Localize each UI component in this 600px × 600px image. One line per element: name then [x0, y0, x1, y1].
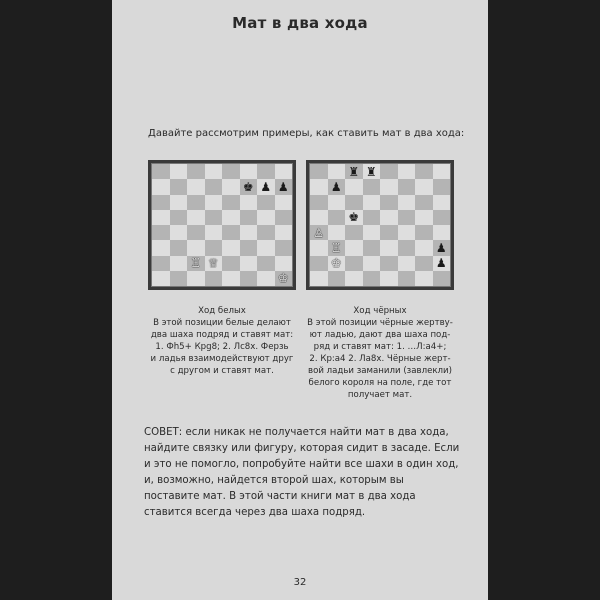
square-e5: [380, 210, 398, 225]
square-f2: [240, 256, 258, 271]
square-a1: [310, 271, 328, 286]
square-a5: [310, 210, 328, 225]
square-d2: [205, 256, 223, 271]
square-c3: [345, 240, 363, 255]
white-piece-h1: ♔: [277, 271, 289, 286]
chess-diagram-2: [306, 160, 454, 290]
square-b7: [170, 179, 188, 194]
caption-line: с другом и ставят мат.: [170, 366, 274, 376]
square-e1: [380, 271, 398, 286]
caption-line: ют ладью, дают два шаха под-: [309, 330, 451, 340]
square-g8: [415, 164, 433, 179]
chessboard-2: [310, 164, 450, 286]
square-d7: [363, 179, 381, 194]
square-g1: [257, 271, 275, 286]
square-d3: [363, 240, 381, 255]
square-e1: [222, 271, 240, 286]
square-h8: [433, 164, 451, 179]
square-c2: [345, 256, 363, 271]
square-h5: [433, 210, 451, 225]
square-h1: [433, 271, 451, 286]
square-f3: [240, 240, 258, 255]
square-b4: [170, 225, 188, 240]
square-b6: [170, 195, 188, 210]
square-a4: [152, 225, 170, 240]
square-d5: [363, 210, 381, 225]
square-f4: [398, 225, 416, 240]
square-a6: [152, 195, 170, 210]
square-e7: [222, 179, 240, 194]
square-b7: [328, 179, 346, 194]
square-a3: [310, 240, 328, 255]
square-h6: [275, 195, 293, 210]
square-e6: [380, 195, 398, 210]
chessboard-1: [152, 164, 292, 286]
square-c1: [345, 271, 363, 286]
square-h3: [275, 240, 293, 255]
square-c1: [187, 271, 205, 286]
caption-line: ряд и ставят мат: 1. …Л:а4+;: [313, 342, 447, 352]
caption-line: В этой позиции белые делают: [153, 318, 291, 328]
square-c8: [345, 164, 363, 179]
caption-line: получает мат.: [347, 390, 413, 400]
caption-2: [300, 305, 460, 401]
square-b4: [328, 225, 346, 240]
square-b1: [328, 271, 346, 286]
square-c7: [345, 179, 363, 194]
square-h1: [275, 271, 293, 286]
square-h7: [275, 179, 293, 194]
square-b6: [328, 195, 346, 210]
square-a3: [152, 240, 170, 255]
square-g8: [257, 164, 275, 179]
square-b3: [328, 240, 346, 255]
square-c5: [345, 210, 363, 225]
square-h6: [433, 195, 451, 210]
square-e3: [380, 240, 398, 255]
square-d4: [205, 225, 223, 240]
square-e4: [380, 225, 398, 240]
square-c6: [187, 195, 205, 210]
square-g5: [257, 210, 275, 225]
square-e8: [380, 164, 398, 179]
caption-1: [138, 305, 306, 377]
square-a2: [152, 256, 170, 271]
square-c2: [187, 256, 205, 271]
square-d8: [363, 164, 381, 179]
square-f8: [398, 164, 416, 179]
square-e5: [222, 210, 240, 225]
square-g4: [257, 225, 275, 240]
square-g3: [415, 240, 433, 255]
white-piece-c2: ♖: [190, 256, 202, 271]
square-f6: [398, 195, 416, 210]
square-d1: [205, 271, 223, 286]
square-h5: [275, 210, 293, 225]
square-g3: [257, 240, 275, 255]
square-b3: [170, 240, 188, 255]
square-a4: [310, 225, 328, 240]
square-d6: [205, 195, 223, 210]
white-piece-a4: ♙: [313, 225, 325, 240]
square-g5: [415, 210, 433, 225]
square-c8: [187, 164, 205, 179]
caption-line: и ладья взаимодействуют друг: [150, 354, 294, 364]
square-h8: [275, 164, 293, 179]
white-piece-d2: ♕: [207, 256, 219, 271]
square-g7: [415, 179, 433, 194]
caption-line: 1. Фh5+ Крg8; 2. Лс8х. Ферзь: [155, 342, 289, 352]
square-a8: [152, 164, 170, 179]
square-d8: [205, 164, 223, 179]
square-g6: [257, 195, 275, 210]
square-c5: [187, 210, 205, 225]
intro-text: Давайте рассмотрим примеры, как ставить мат в два хода:: [148, 128, 465, 139]
caption-line: Ход белых: [198, 306, 246, 316]
square-g2: [257, 256, 275, 271]
square-a6: [310, 195, 328, 210]
square-c4: [345, 225, 363, 240]
black-piece-h3: ♟: [435, 240, 447, 255]
square-e8: [222, 164, 240, 179]
square-d4: [363, 225, 381, 240]
square-d5: [205, 210, 223, 225]
square-e6: [222, 195, 240, 210]
square-e7: [380, 179, 398, 194]
book-page: [112, 0, 488, 600]
black-piece-d8: ♜: [365, 164, 377, 179]
square-e4: [222, 225, 240, 240]
square-g2: [415, 256, 433, 271]
square-d2: [363, 256, 381, 271]
square-c6: [345, 195, 363, 210]
black-piece-f7: ♚: [242, 179, 254, 194]
square-b2: [328, 256, 346, 271]
square-c3: [187, 240, 205, 255]
square-b8: [170, 164, 188, 179]
square-f8: [240, 164, 258, 179]
square-h4: [275, 225, 293, 240]
white-piece-b2: ♔: [330, 256, 342, 271]
square-f5: [240, 210, 258, 225]
square-d1: [363, 271, 381, 286]
square-d7: [205, 179, 223, 194]
page-number: 32: [293, 577, 307, 588]
square-h3: [433, 240, 451, 255]
square-a7: [152, 179, 170, 194]
square-f1: [240, 271, 258, 286]
caption-line: 2. Кр:а4 2. Ла8х. Чёрные жерт-: [309, 354, 451, 364]
square-e2: [380, 256, 398, 271]
caption-line: белого короля на поле, где тот: [308, 378, 452, 388]
square-b1: [170, 271, 188, 286]
square-f2: [398, 256, 416, 271]
square-f7: [398, 179, 416, 194]
square-d6: [363, 195, 381, 210]
square-e3: [222, 240, 240, 255]
square-b2: [170, 256, 188, 271]
black-piece-c5: ♚: [348, 210, 360, 225]
caption-line: В этой позиции чёрные жертву-: [307, 318, 453, 328]
square-d3: [205, 240, 223, 255]
square-a2: [310, 256, 328, 271]
square-g1: [415, 271, 433, 286]
square-f1: [398, 271, 416, 286]
square-a8: [310, 164, 328, 179]
square-g6: [415, 195, 433, 210]
caption-line: вой ладьи заманили (завлекли): [308, 366, 452, 376]
black-piece-h2: ♟: [435, 256, 447, 271]
black-piece-c8: ♜: [348, 164, 360, 179]
square-b5: [170, 210, 188, 225]
square-b8: [328, 164, 346, 179]
white-piece-b3: ♖: [330, 240, 342, 255]
square-c4: [187, 225, 205, 240]
square-a5: [152, 210, 170, 225]
square-h7: [433, 179, 451, 194]
square-c7: [187, 179, 205, 194]
square-h2: [275, 256, 293, 271]
square-f7: [240, 179, 258, 194]
square-a1: [152, 271, 170, 286]
square-f3: [398, 240, 416, 255]
square-g7: [257, 179, 275, 194]
black-piece-g7: ♟: [260, 179, 272, 194]
caption-line: Ход чёрных: [353, 306, 407, 316]
square-g4: [415, 225, 433, 240]
caption-line: два шаха подряд и ставят мат:: [150, 330, 294, 340]
square-a7: [310, 179, 328, 194]
black-piece-h7: ♟: [277, 179, 289, 194]
square-b5: [328, 210, 346, 225]
square-h2: [433, 256, 451, 271]
square-f5: [398, 210, 416, 225]
square-e2: [222, 256, 240, 271]
square-f4: [240, 225, 258, 240]
square-h4: [433, 225, 451, 240]
page-title: Мат в два хода: [232, 14, 368, 32]
square-f6: [240, 195, 258, 210]
black-piece-b7: ♟: [330, 179, 342, 194]
tip-paragraph: СОВЕТ: если никак не получается найти мат в два хода, найдите связку или фигуру, которая сидит в засаде. Если и это не помогло, попробуйте найти все шахи в один ход, и, возможно, найдется второй шах, которым вы поставите мат. В этой части книги мат в два хода ставится всегда через два шаха подряд.: [144, 427, 460, 518]
chess-diagram-1: [148, 160, 296, 290]
